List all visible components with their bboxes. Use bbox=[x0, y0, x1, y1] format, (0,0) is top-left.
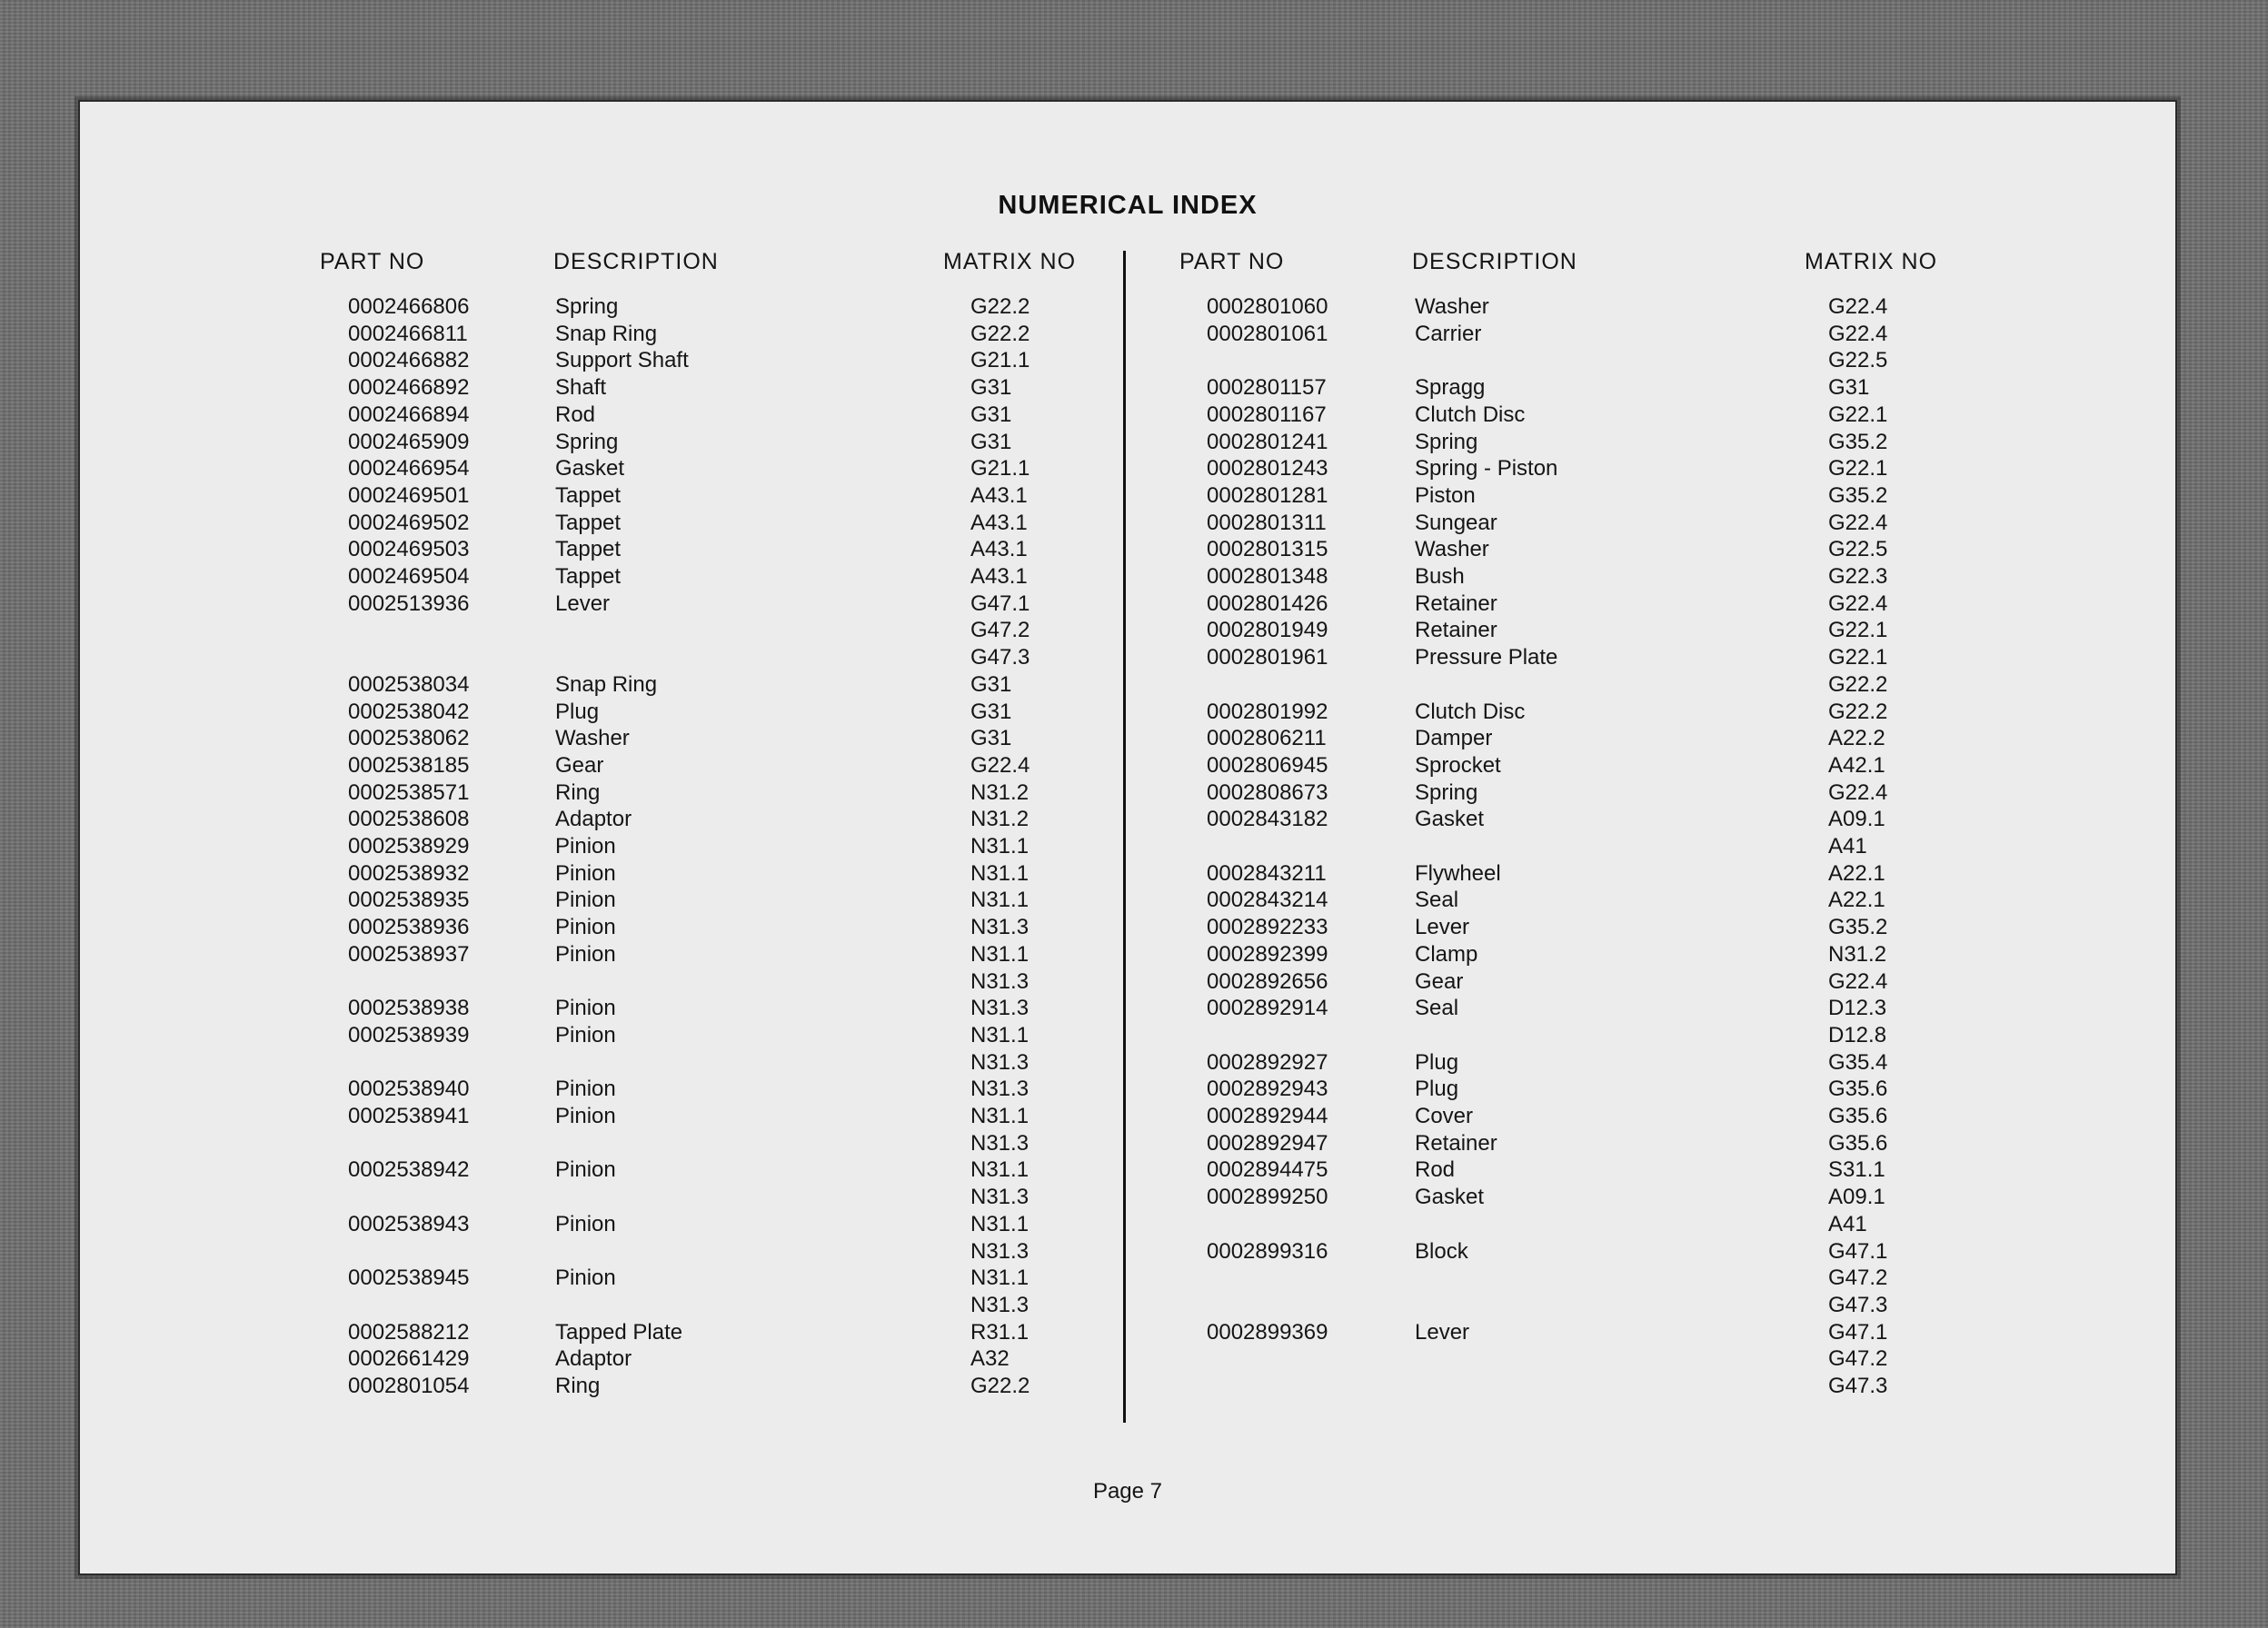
part-number: 0002801054 bbox=[348, 1374, 470, 1398]
index-row bbox=[80, 888, 2175, 915]
matrix-number: G22.4 bbox=[1828, 591, 1888, 616]
matrix-number: G22.1 bbox=[1828, 456, 1888, 481]
part-number: 0002538939 bbox=[348, 1022, 470, 1047]
part-number: 0002538940 bbox=[348, 1077, 470, 1102]
index-row bbox=[80, 1104, 2175, 1131]
description: Gasket bbox=[1415, 807, 1485, 832]
part-number: 0002801243 bbox=[1207, 456, 1328, 481]
part-number: 0002538936 bbox=[348, 915, 470, 940]
description: Rod bbox=[555, 402, 596, 427]
part-number: 0002466811 bbox=[348, 321, 468, 346]
matrix-number: N31.3 bbox=[970, 1292, 1030, 1317]
matrix-number: G21.1 bbox=[970, 348, 1030, 373]
matrix-number: G22.2 bbox=[970, 1374, 1030, 1398]
description: Sprocket bbox=[1415, 752, 1501, 778]
description: Lever bbox=[1415, 1319, 1470, 1345]
matrix-number: A43.1 bbox=[970, 564, 1028, 589]
index-row bbox=[80, 294, 2175, 322]
part-number: 0002538935 bbox=[348, 888, 470, 913]
part-number: 0002892233 bbox=[1207, 915, 1328, 940]
description: Pinion bbox=[555, 834, 616, 859]
description: Plug bbox=[1415, 1077, 1459, 1102]
description: Washer bbox=[1415, 294, 1489, 319]
part-number: 0002538034 bbox=[348, 671, 470, 697]
part-number: 0002538945 bbox=[348, 1266, 470, 1291]
part-number: 0002899316 bbox=[1207, 1238, 1328, 1264]
description: Plug bbox=[555, 699, 600, 724]
part-number: 0002538571 bbox=[348, 779, 470, 805]
part-number: 0002538941 bbox=[348, 1104, 470, 1128]
part-number: 0002538929 bbox=[348, 834, 470, 859]
matrix-number: N31.1 bbox=[970, 1104, 1030, 1128]
description: Pinion bbox=[555, 1211, 616, 1236]
matrix-number: N31.1 bbox=[970, 860, 1030, 886]
description: Gasket bbox=[1415, 1185, 1485, 1210]
left-part-no-header: PART NO bbox=[320, 249, 425, 274]
index-row bbox=[80, 564, 2175, 591]
matrix-number: G35.2 bbox=[1828, 482, 1888, 508]
matrix-number: G31 bbox=[970, 402, 1012, 427]
description: Pinion bbox=[555, 860, 616, 886]
description: Adaptor bbox=[555, 807, 632, 832]
description: Washer bbox=[555, 726, 630, 751]
matrix-number: A43.1 bbox=[970, 537, 1028, 562]
index-row bbox=[80, 1320, 2175, 1347]
matrix-number: G22.4 bbox=[1828, 968, 1888, 994]
matrix-number: A41 bbox=[1828, 834, 1867, 859]
description: Tappet bbox=[555, 537, 622, 562]
part-number: 0002801167 bbox=[1207, 402, 1327, 427]
description: Snap Ring bbox=[555, 671, 658, 697]
matrix-number: N31.3 bbox=[970, 1077, 1030, 1102]
description: Gasket bbox=[555, 456, 625, 481]
part-number: 0002469501 bbox=[348, 482, 470, 508]
index-row bbox=[80, 402, 2175, 430]
part-number: 0002801961 bbox=[1207, 645, 1328, 670]
matrix-number: G31 bbox=[1828, 375, 1870, 401]
matrix-number: N31.3 bbox=[970, 1238, 1030, 1264]
matrix-number: G22.2 bbox=[1828, 671, 1888, 697]
matrix-number: A42.1 bbox=[1828, 752, 1885, 778]
description: Seal bbox=[1415, 888, 1459, 913]
part-number: 0002801061 bbox=[1207, 321, 1328, 346]
matrix-number: G22.4 bbox=[1828, 510, 1888, 535]
part-number: 0002801992 bbox=[1207, 699, 1328, 724]
part-number: 0002588212 bbox=[348, 1319, 470, 1345]
description: Pinion bbox=[555, 1022, 616, 1047]
part-number: 0002466806 bbox=[348, 294, 470, 319]
matrix-number: G21.1 bbox=[970, 456, 1030, 481]
part-number: 0002899250 bbox=[1207, 1185, 1328, 1210]
index-row bbox=[80, 1131, 2175, 1158]
description: Retainer bbox=[1415, 1130, 1497, 1156]
part-number: 0002801060 bbox=[1207, 294, 1328, 319]
part-number: 0002806945 bbox=[1207, 752, 1328, 778]
right-part-no-header: PART NO bbox=[1179, 249, 1285, 274]
part-number: 0002801241 bbox=[1207, 429, 1328, 454]
part-number: 0002806211 bbox=[1207, 726, 1327, 751]
index-row bbox=[80, 969, 2175, 997]
matrix-number: N31.1 bbox=[970, 941, 1030, 967]
description: Spring bbox=[555, 294, 619, 319]
description: Piston bbox=[1415, 482, 1476, 508]
description: Clutch Disc bbox=[1415, 699, 1526, 724]
matrix-number: D12.8 bbox=[1828, 1022, 1887, 1047]
matrix-number: N31.3 bbox=[970, 996, 1030, 1021]
matrix-number: G22.5 bbox=[1828, 537, 1888, 562]
part-number: 0002538185 bbox=[348, 752, 470, 778]
description: Pinion bbox=[555, 1104, 616, 1128]
description: Pinion bbox=[555, 1077, 616, 1102]
description: Pinion bbox=[555, 1266, 616, 1291]
description: Pinion bbox=[555, 996, 616, 1021]
index-row bbox=[80, 645, 2175, 672]
matrix-number: G47.2 bbox=[970, 618, 1030, 643]
index-row bbox=[80, 483, 2175, 511]
index-row bbox=[80, 591, 2175, 619]
matrix-number: N31.1 bbox=[970, 1157, 1030, 1183]
part-number: 0002469504 bbox=[348, 564, 470, 589]
description: Pinion bbox=[555, 1157, 616, 1183]
description: Washer bbox=[1415, 537, 1489, 562]
matrix-number: G22.1 bbox=[1828, 402, 1888, 427]
matrix-number: G22.4 bbox=[1828, 321, 1888, 346]
part-number: 0002538943 bbox=[348, 1211, 470, 1236]
index-row bbox=[80, 1157, 2175, 1185]
matrix-number: A09.1 bbox=[1828, 807, 1885, 832]
matrix-number: N31.3 bbox=[970, 1185, 1030, 1210]
part-number: 0002538042 bbox=[348, 699, 470, 724]
matrix-number: N31.1 bbox=[970, 834, 1030, 859]
index-row bbox=[80, 834, 2175, 861]
description: Lever bbox=[555, 591, 611, 616]
description: Spring bbox=[555, 429, 619, 454]
matrix-number: G47.3 bbox=[970, 645, 1030, 670]
part-number: 0002801315 bbox=[1207, 537, 1328, 562]
page-title: NUMERICAL INDEX bbox=[998, 191, 1258, 220]
part-number: 0002538938 bbox=[348, 996, 470, 1021]
index-row bbox=[80, 807, 2175, 834]
matrix-number: A41 bbox=[1828, 1211, 1867, 1236]
part-number: 0002538937 bbox=[348, 941, 470, 967]
part-number: 0002469503 bbox=[348, 537, 470, 562]
matrix-number: G47.1 bbox=[1828, 1238, 1888, 1264]
matrix-number: G31 bbox=[970, 429, 1012, 454]
description: Spragg bbox=[1415, 375, 1486, 401]
part-number: 0002801311 bbox=[1207, 510, 1327, 535]
part-number: 0002843214 bbox=[1207, 888, 1328, 913]
index-row bbox=[80, 915, 2175, 942]
matrix-number: G22.2 bbox=[970, 294, 1030, 319]
index-row bbox=[80, 1239, 2175, 1266]
part-number: 0002538062 bbox=[348, 726, 470, 751]
matrix-number: N31.2 bbox=[970, 807, 1030, 832]
description: Shaft bbox=[555, 375, 607, 401]
description: Pinion bbox=[555, 915, 616, 940]
right-matrix-no-header: MATRIX NO bbox=[1805, 249, 1938, 274]
index-row bbox=[80, 996, 2175, 1023]
description: Clamp bbox=[1415, 941, 1478, 967]
index-row bbox=[80, 1023, 2175, 1050]
description: Spring - Piston bbox=[1415, 456, 1558, 481]
description: Ring bbox=[555, 1374, 601, 1398]
description: Sungear bbox=[1415, 510, 1497, 535]
description: Tappet bbox=[555, 482, 622, 508]
matrix-number: N31.1 bbox=[970, 1266, 1030, 1291]
matrix-number: G22.2 bbox=[1828, 699, 1888, 724]
matrix-number: G35.6 bbox=[1828, 1130, 1888, 1156]
matrix-number: N31.1 bbox=[970, 1211, 1030, 1236]
part-number: 0002466882 bbox=[348, 348, 470, 373]
index-row bbox=[80, 1212, 2175, 1239]
matrix-number: A09.1 bbox=[1828, 1185, 1885, 1210]
part-number: 0002469502 bbox=[348, 510, 470, 535]
index-row bbox=[80, 1077, 2175, 1104]
matrix-number: G22.3 bbox=[1828, 564, 1888, 589]
index-row bbox=[80, 780, 2175, 808]
matrix-number: G35.2 bbox=[1828, 429, 1888, 454]
part-number: 0002661429 bbox=[348, 1346, 470, 1372]
part-number: 0002892927 bbox=[1207, 1049, 1328, 1075]
matrix-number: G31 bbox=[970, 375, 1012, 401]
description: Retainer bbox=[1415, 618, 1497, 643]
index-row bbox=[80, 430, 2175, 457]
index-row bbox=[80, 672, 2175, 700]
description: Retainer bbox=[1415, 591, 1497, 616]
description: Carrier bbox=[1415, 321, 1482, 346]
description: Cover bbox=[1415, 1104, 1474, 1128]
matrix-number: G35.6 bbox=[1828, 1104, 1888, 1128]
description: Support Shaft bbox=[555, 348, 689, 373]
matrix-number: N31.2 bbox=[1828, 941, 1887, 967]
matrix-number: S31.1 bbox=[1828, 1157, 1885, 1183]
matrix-number: N31.3 bbox=[970, 1049, 1030, 1075]
part-number: 0002892943 bbox=[1207, 1077, 1328, 1102]
page-number: Page 7 bbox=[1092, 1479, 1163, 1504]
description: Rod bbox=[1415, 1157, 1456, 1183]
description: Spring bbox=[1415, 429, 1478, 454]
index-row bbox=[80, 942, 2175, 969]
part-number: 0002538932 bbox=[348, 860, 470, 886]
index-row bbox=[80, 322, 2175, 349]
part-number: 0002801348 bbox=[1207, 564, 1328, 589]
matrix-number: G22.1 bbox=[1828, 618, 1888, 643]
matrix-number: G31 bbox=[970, 699, 1012, 724]
part-number: 0002465909 bbox=[348, 429, 470, 454]
description: Adaptor bbox=[555, 1346, 632, 1372]
part-number: 0002801157 bbox=[1207, 375, 1327, 401]
part-number: 0002513936 bbox=[348, 591, 470, 616]
matrix-number: N31.2 bbox=[970, 779, 1030, 805]
description: Block bbox=[1415, 1238, 1468, 1264]
matrix-number: G35.6 bbox=[1828, 1077, 1888, 1102]
matrix-number: A43.1 bbox=[970, 510, 1028, 535]
matrix-number: N31.3 bbox=[970, 1130, 1030, 1156]
part-number: 0002466954 bbox=[348, 456, 470, 481]
index-row bbox=[80, 700, 2175, 727]
description: Spring bbox=[1415, 779, 1478, 805]
part-number: 0002808673 bbox=[1207, 779, 1328, 805]
matrix-number: G47.1 bbox=[1828, 1319, 1888, 1345]
matrix-number: G22.4 bbox=[1828, 294, 1888, 319]
matrix-number: N31.1 bbox=[970, 1022, 1030, 1047]
part-number: 0002892656 bbox=[1207, 968, 1328, 994]
part-number: 0002892944 bbox=[1207, 1104, 1328, 1128]
matrix-number: G31 bbox=[970, 671, 1012, 697]
index-row bbox=[80, 537, 2175, 564]
index-row bbox=[80, 456, 2175, 483]
part-number: 0002801426 bbox=[1207, 591, 1328, 616]
index-row bbox=[80, 348, 2175, 375]
description: Gear bbox=[555, 752, 604, 778]
index-row bbox=[80, 1346, 2175, 1374]
part-number: 0002801281 bbox=[1207, 482, 1328, 508]
description: Tappet bbox=[555, 564, 622, 589]
matrix-number: G47.2 bbox=[1828, 1346, 1888, 1372]
part-number: 0002899369 bbox=[1207, 1319, 1328, 1345]
matrix-number: G22.4 bbox=[970, 752, 1030, 778]
index-row bbox=[80, 375, 2175, 402]
part-number: 0002466892 bbox=[348, 375, 470, 401]
matrix-number: G35.4 bbox=[1828, 1049, 1888, 1075]
description: Pinion bbox=[555, 941, 616, 967]
index-row bbox=[80, 1185, 2175, 1212]
left-matrix-no-header: MATRIX NO bbox=[943, 249, 1077, 274]
description: Seal bbox=[1415, 996, 1459, 1021]
part-number: 0002843211 bbox=[1207, 860, 1327, 886]
left-description-header: DESCRIPTION bbox=[553, 249, 719, 274]
matrix-number: A43.1 bbox=[970, 482, 1028, 508]
part-number: 0002892399 bbox=[1207, 941, 1328, 967]
matrix-number: A22.2 bbox=[1828, 726, 1885, 751]
index-row bbox=[80, 726, 2175, 753]
index-row bbox=[80, 753, 2175, 780]
matrix-number: G47.2 bbox=[1828, 1266, 1888, 1291]
description: Snap Ring bbox=[555, 321, 658, 346]
description: Plug bbox=[1415, 1049, 1459, 1075]
matrix-number: N31.1 bbox=[970, 888, 1030, 913]
index-row bbox=[80, 1266, 2175, 1293]
index-row bbox=[80, 511, 2175, 538]
matrix-number: A22.1 bbox=[1828, 860, 1885, 886]
part-number: 0002894475 bbox=[1207, 1157, 1328, 1183]
matrix-number: N31.3 bbox=[970, 968, 1030, 994]
description: Pinion bbox=[555, 888, 616, 913]
index-row bbox=[80, 1293, 2175, 1320]
matrix-number: G22.1 bbox=[1828, 645, 1888, 670]
description: Tappet bbox=[555, 510, 622, 535]
index-row bbox=[80, 1374, 2175, 1401]
description: Damper bbox=[1415, 726, 1493, 751]
part-number: 0002892914 bbox=[1207, 996, 1328, 1021]
document-sheet bbox=[78, 100, 2177, 1575]
matrix-number: A32 bbox=[970, 1346, 1010, 1372]
matrix-number: D12.3 bbox=[1828, 996, 1887, 1021]
index-row bbox=[80, 1050, 2175, 1077]
matrix-number: G22.2 bbox=[970, 321, 1030, 346]
matrix-number: G47.1 bbox=[970, 591, 1030, 616]
part-number: 0002843182 bbox=[1207, 807, 1328, 832]
matrix-number: N31.3 bbox=[970, 915, 1030, 940]
index-row bbox=[80, 618, 2175, 645]
index-row bbox=[80, 861, 2175, 888]
description: Pressure Plate bbox=[1415, 645, 1558, 670]
description: Tapped Plate bbox=[555, 1319, 683, 1345]
description: Flywheel bbox=[1415, 860, 1501, 886]
matrix-number: R31.1 bbox=[970, 1319, 1030, 1345]
matrix-number: G47.3 bbox=[1828, 1292, 1888, 1317]
matrix-number: G31 bbox=[970, 726, 1012, 751]
matrix-number: A22.1 bbox=[1828, 888, 1885, 913]
matrix-number: G22.4 bbox=[1828, 779, 1888, 805]
matrix-number: G35.2 bbox=[1828, 915, 1888, 940]
part-number: 0002801949 bbox=[1207, 618, 1328, 643]
right-description-header: DESCRIPTION bbox=[1412, 249, 1577, 274]
description: Gear bbox=[1415, 968, 1464, 994]
matrix-number: G47.3 bbox=[1828, 1374, 1888, 1398]
part-number: 0002892947 bbox=[1207, 1130, 1328, 1156]
matrix-number: G22.5 bbox=[1828, 348, 1888, 373]
description: Clutch Disc bbox=[1415, 402, 1526, 427]
description: Lever bbox=[1415, 915, 1470, 940]
part-number: 0002466894 bbox=[348, 402, 470, 427]
description: Ring bbox=[555, 779, 601, 805]
description: Bush bbox=[1415, 564, 1465, 589]
part-number: 0002538942 bbox=[348, 1157, 470, 1183]
part-number: 0002538608 bbox=[348, 807, 470, 832]
